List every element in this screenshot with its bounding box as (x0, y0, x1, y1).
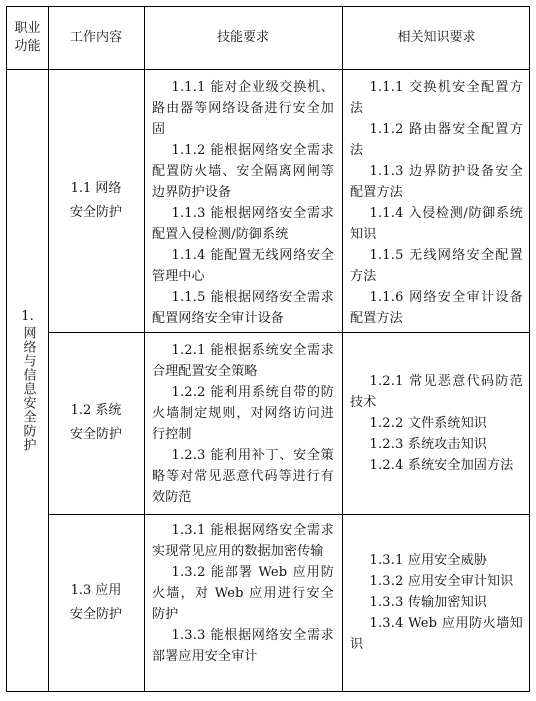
skill-item: 1.3.3 能根据网络安全需求部署应用安全审计 (152, 628, 334, 664)
skill-item: 1.2.1 能根据系统安全需求合理配置安全策略 (152, 343, 334, 379)
knowledge-1 (342, 77, 531, 329)
knowledge-item: 1.1.3 边界防护设备安全配置方法 (350, 164, 523, 200)
knowledge-item: 1.3.4 Web 应用防火墙知识 (350, 616, 523, 652)
header-knowledge: 相关知识要求 (397, 30, 476, 45)
header-work-content: 工作内容 (69, 30, 122, 45)
skill-item: 1.1.4 能配置无线网络安全管理中心 (152, 248, 334, 284)
knowledge-item: 1.1.2 路由器安全配置方法 (350, 122, 523, 158)
knowledge-item: 1.3.3 传输加密知识 (369, 595, 488, 610)
knowledge-item: 1.2.2 文件系统知识 (369, 415, 488, 431)
skills-3 (144, 520, 342, 667)
skill-item: 1.1.1 能对企业级交换机、路由器等网络设备进行安全加固 (152, 80, 334, 137)
skill-item: 1.1.3 能根据网络安全需求配置入侵检测/防御系统 (152, 206, 334, 242)
skill-item: 1.1.2 能根据网络安全需求配置防火墙、安全隔离网闸等边界防护设备 (152, 143, 334, 200)
header-function: 职业 功能 (14, 21, 41, 54)
function-cell: 1. 网络与信息安全防护 (20, 309, 36, 452)
skill-item: 1.3.2 能部署 Web 应用防火墙，对 Web 应用进行安全防护 (152, 565, 334, 622)
knowledge-item: 1.1.5 无线网络安全配置方法 (350, 248, 523, 284)
knowledge-item: 1.3.2 应用安全审计知识 (369, 574, 514, 589)
skill-item: 1.2.2 能利用系统自带的防火墙制定规则，对网络访问进行控制 (152, 385, 334, 442)
skills-2 (144, 340, 342, 508)
knowledge-item: 1.2.1 常见恶意代码防范技术 (350, 373, 523, 410)
knowledge-2 (342, 332, 531, 514)
knowledge-item: 1.2.4 系统安全加固方法 (369, 457, 514, 473)
work-content-1: 1.1 网络 安全防护 (69, 180, 122, 220)
knowledge-3 (342, 514, 531, 691)
skill-item: 1.3.1 能根据网络安全需求实现常见应用的数据加密传输 (152, 523, 334, 559)
function-name: 网络与信息安全防护 (20, 326, 36, 452)
skills-1 (144, 77, 342, 329)
knowledge-item: 1.2.3 系统攻击知识 (369, 436, 488, 452)
skill-item: 1.1.5 能根据网络安全需求配置网络安全审计设备 (152, 290, 334, 326)
skill-item: 1.2.3 能利用补丁、安全策略等对常见恶意代码等进行有效防范 (152, 448, 334, 505)
knowledge-item: 1.3.1 应用安全威胁 (369, 553, 488, 568)
knowledge-item: 1.1.4 入侵检测/防御系统知识 (350, 206, 523, 242)
knowledge-item: 1.1.1 交换机安全配置方法 (350, 80, 523, 116)
header-skills: 技能要求 (216, 30, 269, 45)
work-content-2: 1.2 系统 安全防护 (69, 403, 122, 442)
knowledge-item: 1.1.6 网络安全审计设备配置方法 (350, 290, 523, 326)
work-content-3: 1.3 应用 安全防护 (69, 582, 122, 622)
requirements-table (6, 6, 530, 692)
